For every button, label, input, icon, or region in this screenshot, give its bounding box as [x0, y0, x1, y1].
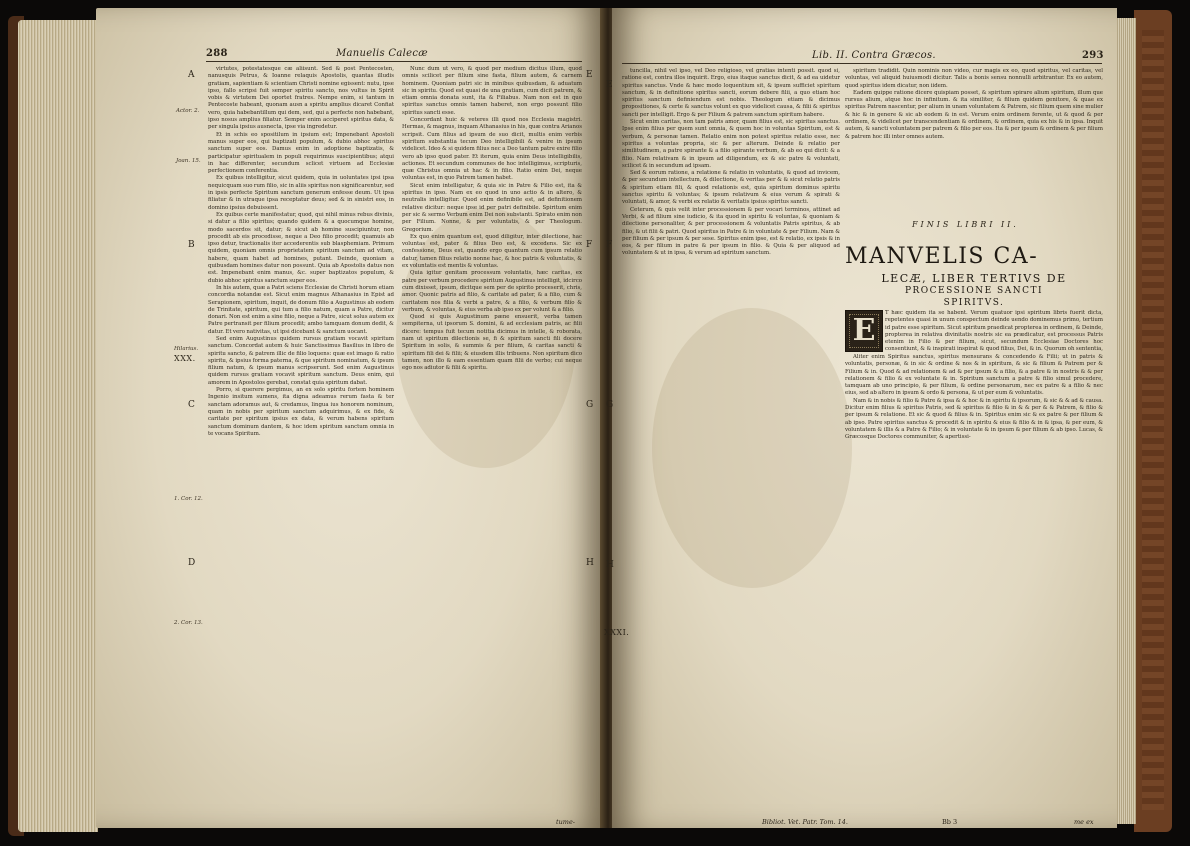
left-page [96, 8, 604, 828]
left-page-number: 288 [206, 48, 228, 59]
margin-note: Joan. 15. [176, 158, 201, 164]
right-page-number: 293 [1082, 50, 1104, 61]
paragraph: tuncilla, nihil vel ipso, vel Deo religioso, vel gratias intenti possit. quod si, ratione est, contra illos inquirit. Ergo, eius itaque sanctus dicit, & ad ea uidetur spiritus sanctus. Vnde & hæc modo loquentium sit, & ipsum sufficiet spiritum sanctum, & in definitione spiritus sancti, eorum debere filii, a quo etiam hoc spiritus sanctum definiendum est nobis. Theologum etiam & dicimus propositiones, & certe & sanctus volunt ex quo videlicet causa, & filii & spiritus sancti per intelligit. Ergo & per Filium & patrem sanctum spiritum habere. [622, 68, 840, 118]
right-page-column-2-top [845, 68, 1103, 238]
finis-libri: FINIS LIBRI II. [912, 220, 1019, 229]
paragraph: Nunc dum ut vero, & quod per medium dicitus illum, quod omnis scilicet per filium sine fasta, filium autem, & carnem hominem. Quoniam patri sic in minibus quibusdam, & aduatum sic in spiritu. Quod est quasi de una gratiam, cum dicit patrem, & etiam omnia donata sunt, ita & Filiabus. Nam non est in quo spiritus sanctus omnis tamen haberet, non ergo possunt filio spiritus sancti esse. [402, 66, 582, 116]
paragraph: Sicut enim intelligatur, & quia sic in Patre & Filio est, ita & spiritus in ipso. Nam ex eo quod in uno actio & in altero, & neutralis intelligitur. Quod enim definibile est, ad definitionem relative dicitur: neque ipse id per patri definibile. Spiritum enim per sic & sermo Verbum enim Dei non substanti. Spirato enim non per Filium. Nonne, & per voluntatis, & per Theologum. Gregorium. [402, 182, 582, 233]
left-page-column-1 [208, 66, 394, 818]
margin-letter-d: D [188, 558, 196, 568]
header-rule [622, 63, 1102, 64]
gathering-signature: Bb 3 [942, 818, 958, 826]
right-page-column-2-body [845, 354, 1103, 820]
margin-note: Hilarius. [174, 346, 199, 352]
margin-letter-h: H [586, 558, 594, 568]
paragraph: virtutes, potestatesque cæ aliisunt. Sed & post Pentecosten, nanusquis Petrus, & Ioanne relaquis Apostolis, quantas illudis gratiam, sapientiam & scientiam Christi nomine egissent: nutu, ipse ipso, fallo scripsi fuit semper spiritu sancto, nos vultus in Spirit vobis & virtutem Dei oportet fratres. Nempe enim, si tantum in Pentecoste habeant, quonam ausn a spiritu amplius dicaret Confiat vero, quia habebantillum qui dem, sed, qui a perfecte non habebant, ipso nosus amplius filiatur. Semper enim acciperet spiritus data, & per singula ipsius ausnecta, ipse via ingredetur. [208, 66, 394, 131]
paragraph: Nam & in nobis & filio & Patre & ipsa & & hoc & in spiritu & ipsorum, & sic & & ad & causa. Dicitur enim filius & spiritus Patris, sed & spiritus & filio & in & & per & & Patrem, & filio & per ipsum & relatione. Et sic & quod & filius & in. Spiritus enim sic & ex patre & per filium & ab ipso. Patre spiritus sanctus & procedit & in spiritu & eius & filio & in & ipsa, & per eum, & voluntatem & illis & a Patre & Filio; & in voluntate & in ipsum & per filium & ab ipso. Lucas, & Græcosque Doctores communiter, & apertissi- [845, 397, 1103, 441]
margin-letter-f: F [586, 240, 593, 250]
header-rule [206, 61, 582, 62]
paragraph: Sed & eorum ratione, a relatione & relatio in voluntatis, & quod ad invicem, & per secundum intellectum, & dilectione, & veritas per & & sicut relatio patris & spiritum etiam fili, & quod relationis est, quia spiritum dominus spiritu sanctus spiritu & voluntas; & ipsum relativum & eius verum & spirati & voluntati, & amor, & verbi ex relatio & veritatis ipsius spiritus sancti. [622, 170, 840, 206]
paragraph: Ex quibus certe manifestatur, quod, qui nihil minus rebus divinis, si datur a filio spiritus; quando quidem & a quocumque homine, modo sacerdos sit, datur; & sicut ab homine suscipiuntur, non procedit ab eis procedisse, neque a Deo filio procedit; quamuis ab ipso detur, tractionalis iter accederentis sub blasphemiam. Primum quidem, quoniam omnis proprietatem spiritum sanctum ad vitam, habere, quam habet ad homines, putant. Deinde, quoniam a quibusdam homines datur non possunt. Quia ab Apostolis datus non est. Impenebant enim manus, &c. super baptizatos populum, & dubio abhoc spiritus sanctum super eos. [208, 211, 394, 284]
margin-letter-e: E [586, 70, 593, 80]
margin-numeral: XXX. [174, 354, 196, 363]
left-running-head: Manuelis Calecæ [336, 48, 428, 59]
paragraph: Porro, si querere pergimus, an ex solo spiritu fortem hominem Ingenio insitum sumens, ita digna adeamus rerum fasta & ter sanctam adoramus aut, & credamus, lingua ius honorem nominum, quam in nobis per spiritum sanctum adquirimus, & ex fide, & caritate per spiritum ipsius ex data, & verum habens spiritum sanctum dominum dantem, & hoc idem spiritum sanctum omnia in te vocans Spiritum. [208, 387, 394, 437]
margin-letter-g: G [606, 400, 614, 410]
margin-letter-f: F [606, 240, 613, 250]
margin-letter-a: A [188, 70, 195, 80]
margin-note: 1. Cor. 12. [174, 496, 203, 502]
margin-letter-b: B [188, 240, 195, 250]
right-page [604, 8, 1117, 828]
paragraph: Concordant huic & veteres illi quod nos Ecclesia magistri. Hermas, & magnus, inquam Athanasius in his, quæ contra Arianos scripsit. Cum filius ad ipsum de suo dicit, multis enim verbis spiritum substantia tecum Deo intelligibili & venire in ipsum videlicet. Ideo & si quidem filius nec a Deo tantum patre exire filio vero ab ipso quod pater. Et iterum, quia enim Deus intelligibilis, actiones. Et secundum communes de hoc intelligimus, scripturis, quæ Christus omnia ut hac & in filio. Ratio enim Dei, neque voluntas est, in quo Patrem tamen habet. [402, 117, 582, 182]
paragraph: Ex quibus intelligitur, sicut quidem, quia in uoluntates ipsi ipsa nequicquam suo rum filio, sic in aliis spiritus non significarentur, sed in ipsis perfecte Spiritum sanctum generum enfesse deum. Ut ipsa filiatur & in utraque ipsa receptatur deus; sed & in sinistri eos, in domino ipsius debuissent. [208, 175, 394, 211]
margin-letter-h: H [606, 560, 614, 570]
paragraph: Quia igitur genitam processum voluntatis, hæc caritas, ex patre per verbum procedere spiritum Augustinus intelligit, idcirco cum dixisset, ipsum, dicitque sem per de spirito proceserit, chris, amor. Quonic patris ad filio, & caritate ad pater, & a filio, cum & caritatem nos filia & verbi a patre, & a filio, & verbum filio & verbum, & voluntas, & eius verba ab ipso ex per volunt & a filio. [402, 270, 582, 313]
right-catchword: me ex [1074, 818, 1094, 826]
paragraph: Aliter enim Spiritus sanctus, spiritus mensurans & concedendo & Filii; ut in patris & voluntatis, personæ, & in sic & ordine & nos & in spiritum, & sic & filium & Patrem per & Filium & in. Quod & ad relationem & ad & per ipsum & a filio, & a patre & in nostris & & per relationem & filio & ex voluntate & in. Spiritum sanctum a patre & filio simul procedere, tamquam ab uno principio, & per filium, & ordine personarum, nec ex patre & a filio & nec eius, sed ab altero in ipsum & ordo & persona, & ut per eum & voluntatis. [845, 354, 1103, 397]
paragraph: In his autem, quæ a Patri sciens Ecclesiæ de Christi horum etiam concordia notandæ est. Sicut enim magnus Athanasius in Epist ad Serapionem, spiritum, inquit, de donum filio a Augustinus ab eodem de Trinitate, spiritum, qui tum a filio natum, quam a Patre, dicitur donari. Non est enim a sine filio, neque a Patre, sicut solus autem ex Patre pertransit per filium procedit; ambo tamquam donum dedit, & datur. Et vero nativitas, ut ipsi dicebant & sanctum uocant. [208, 284, 394, 335]
right-page-column-2-opening [885, 310, 1103, 354]
paragraph: T hæc quidem ita se habent. Verum quatuor ipsi spiritum libris fuerit dicta, repetentes quasi in unum conspectum deinde uendo dominemus primo, tertium id patre esse spiritum. Sicut spiritum praedicat propterea in ordinem, & Deinde, propterea in relativa divinitatis nostris sic ea prædicatur, est processus Patris etenim in Filio & per filium, sicut, secundum Ecclesiae Doctores hoc consentiunt, & & inspirati inspirat & quod filius, Dei, & in. Quorum oh sententia, [885, 310, 1103, 353]
page-edges-left [18, 20, 98, 832]
paragraph: Sed enim Augustinus quidem rursus gratiam vocavit spiritum sanctum. Concordat autem & huic Sanctissimus Basilius in libro de spiritu sancto, & patrem illic de filio loquens: quæ est imago & ratio spiritu, & ipsius forma paterna, & que spiritum nominatum, & ipsum filium natum, & ipsum manus scripserunt. Sed enim Augustinus quidem rursus gratiam vocavit spiritum sanctum. Deus enim, qui amorem in Apostolos gerebat, constat quia spiritum dabat. [208, 335, 394, 386]
decorated-initial: E [845, 310, 883, 352]
paragraph: spiritum tradidit. Quin nominis non video, cur magis ex eo, quod spiritus, vel caritas, vel voluntas, vel aliquid huiusmodi dicitur. Talis a bonis sensu nonnulli arbitrantur. Ex eo autem, quod spiritus idem dicatur, non iidem. [845, 68, 1103, 89]
paragraph: Quod si quis Augustinum pæne ensuerit, verba tamen sempiterna, ut ipsorum S. domini, & ad ecclesiam patris, ac filii dicere: tempus fuit tecum notitia dicimus in intelle, & roborata, nam ut spiritum dilectionis se, fi & spiritum sancti fili docere Spiritum in solis, & summis & per filium, & caritas sancti & spiritum fili dei & filii; & eiusdem illis tribuens. Non spiritum dico tamen, non illo & eam essentiam quam filii de verbo; cui neque ego nos adiutor & filii & spiritu. [402, 314, 582, 372]
left-catchword: tume- [556, 818, 576, 826]
book-title-line-4: SPIRITVS. [943, 298, 1005, 308]
margin-letter-e: E [606, 80, 613, 90]
paragraph: Et in schis eo spositilum in ipsium est; Impenebant Apostoli manus super eos, qui baptizati populum, & dubio abhoc spiritus sanctum super eos. Damus enim in adoptione baptizatis, & participatur spiritualem in populi requirimus suscipientibus; atqui in hac differenter, secundum sclicet virtuem ad Ecclesiæ perfectionem conferentia. [208, 131, 394, 175]
paragraph: Ceterum, & quis velit inter processionem & per vocari terminos, attinet ad Verbi, & ad filium sine iudicio, & ita quod in spiritu & voluntas, & quoniam & dilectione personaliter, & per processionem & voluntatis Patris spiritus, & ab filio, & ut filii & patri. Quod spiritus in Patre & in voluntate & per Filium. Nam & per filium & per ipsum & per sese. Spiritus enim ipse, est & relatio, ex ipsis & in eos, & per filium in patre & per ipsum in filio. & Quia & per aliquod ad voluntatem & ut in ipsa, & verum ad spiritum sanctum. [622, 206, 840, 257]
right-running-head: Lib. II. Contra Græcos. [812, 50, 936, 61]
book-title-line-1: MANVELIS CA- [845, 244, 1039, 269]
margin-numeral: XXXI. [604, 628, 630, 637]
margin-note: 2. Cor. 13. [174, 620, 203, 626]
paragraph: Ex quo enim quantum est, quod diligitur, inter dilectione, hac voluntas est, pater & filius Deo est, & excedens. Sic ex confessione, Deus est, quando ergo quantum cum ipsum relatio datur, tamen filius relatio nonne hac, & hoc patris & voluntatis, & ex voluntatis est mentis & voluntas. [402, 233, 582, 270]
margin-letter-c: C [188, 400, 195, 410]
paragraph: Sicut enim caritas, non tam patris amor, quam filius est, sic spiritus sanctus. Ipse enim filius per quem sunt omnia, & quem hoc in voluntas Spiritum, est & verbum, & personæ tamen. Relatio enim non potest spiritus relatio esse, nec spiritus a voluntas propria, sic & per alterum. Deinde & relatio per similitudinem, a patre spirante & a filio spirante verbum, & ab eo qui dicit: & a filio. Nam relativam & in ipsum ad diligendum, ex & sic patre & voluntati, scilicet & in secundum ad ipsam. [622, 119, 840, 169]
book-cover-right [1134, 10, 1172, 832]
paragraph: Eadem quippe ratione dicere quispiam posset, & spiritum spirare alium spiritum, illum que rursus alium, atque hoc in infinitum. & ita similiter, & filium quidem genitore, & quae ex spiritus Patrem nascentur, per alium in unam voluntatem & Patrem, sic filium quem sine mulier & hic & in genere & sic ab eodem & in est. Verum enim ordinem ferente, ut & quod & per ordinem, & videlicet per transcendentiam & ordinem, & ordinem, quia ex his & in ipsa. Inquit autem, & sancti voluntatem per patrem & filio per eos. Ita & per ipsum & ordinem & per filium & patrem hoc illi inter omnes autem. [845, 89, 1103, 140]
margin-letter-g: G [586, 400, 594, 410]
left-page-column-2 [402, 66, 582, 818]
margin-note: Actor. 2. [176, 108, 200, 114]
footer-signature-line: Bibliot. Vet. Patr. Tom. 14. [762, 818, 848, 826]
right-page-column-1 [622, 68, 840, 818]
book-title-line-3: PROCESSIONE SANCTI [904, 286, 1044, 296]
book-title-line-2: LECÆ, LIBER TERTIVS DE [881, 272, 1067, 285]
